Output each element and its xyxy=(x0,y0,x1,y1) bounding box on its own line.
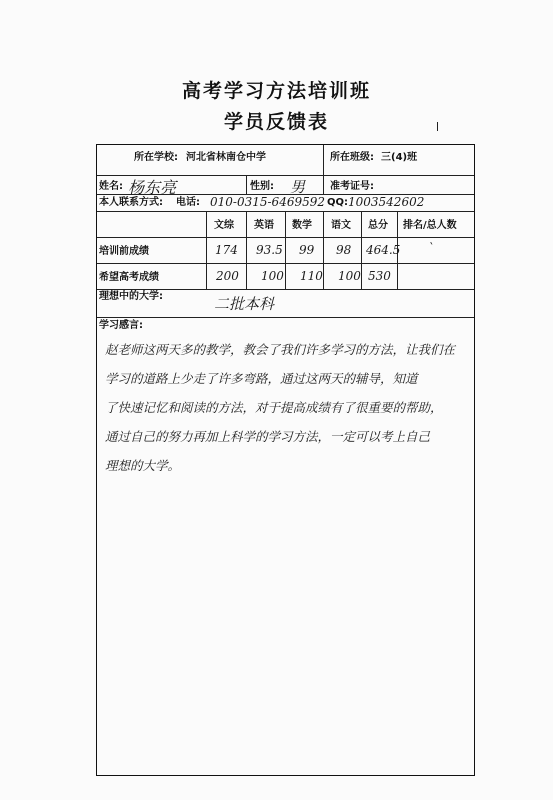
reflection-label: 学习感言: xyxy=(99,320,143,331)
col-divider xyxy=(285,211,286,289)
name-value: 杨东亮 xyxy=(128,178,177,197)
name-label: 姓名: xyxy=(99,181,123,192)
reflection-line: 理想的大学。 xyxy=(105,458,181,473)
col-divider xyxy=(323,145,324,175)
score-header: 数学 xyxy=(292,220,312,231)
gender-label: 性别: xyxy=(250,181,274,192)
form-title: 高考学习方法培训班 xyxy=(181,80,371,102)
score-header: 语文 xyxy=(331,220,351,231)
class-value: 三(4)班 xyxy=(381,152,418,163)
target-score-english: 100 xyxy=(261,269,284,283)
row-divider xyxy=(97,289,474,290)
pre-score-chinese: 98 xyxy=(336,243,352,257)
row-divider xyxy=(97,317,474,318)
score-header: 文综 xyxy=(214,220,234,231)
pre-score-rank: ` xyxy=(428,241,434,255)
target-score-label: 希望高考成绩 xyxy=(99,272,159,283)
phone-label: 电话: xyxy=(176,197,200,208)
score-header: 总分 xyxy=(368,220,388,231)
col-divider xyxy=(323,175,324,194)
target-score-total: 530 xyxy=(368,269,391,283)
school-value: 河北省林南仓中学 xyxy=(186,152,266,163)
qq-label: QQ: xyxy=(327,197,349,208)
target-score-chinese: 100 xyxy=(338,269,361,283)
col-divider xyxy=(323,211,324,289)
reflection-line: 了快速记忆和阅读的方法，对于提高成绩有了很重要的帮助， xyxy=(105,400,443,415)
ideal-university-value: 二批本科 xyxy=(214,295,275,313)
pre-score-english: 93.5 xyxy=(256,243,283,257)
school-label: 所在学校: xyxy=(134,152,178,163)
contact-label: 本人联系方式: xyxy=(99,197,163,208)
col-divider xyxy=(246,211,247,289)
score-header: 排名/总人数 xyxy=(403,220,457,231)
target-score-math: 110 xyxy=(300,269,323,283)
col-divider xyxy=(246,175,247,194)
qq-value: 1003542602 xyxy=(348,195,425,209)
pre-score-total: 464.5 xyxy=(366,243,401,257)
gender-value: 男 xyxy=(290,178,306,196)
reflection-line: 赵老师这两天多的教学，教会了我们许多学习的方法，让我们在 xyxy=(105,342,456,357)
reflection-line: 通过自己的努力再加上科学的学习方法，一定可以考上自己 xyxy=(105,429,431,444)
ideal-university-label: 理想中的大学: xyxy=(99,291,163,302)
phone-value: 010-0315-6469592 xyxy=(210,195,325,209)
class-label: 所在班级: xyxy=(330,152,374,163)
target-score-wenzong: 200 xyxy=(216,269,239,283)
form-subtitle: 学员反馈表 xyxy=(223,111,329,133)
exam-id-label: 准考证号: xyxy=(330,181,374,192)
pre-score-label: 培训前成绩 xyxy=(99,246,149,257)
col-divider xyxy=(206,211,207,289)
col-divider xyxy=(361,211,362,289)
score-header: 英语 xyxy=(254,220,274,231)
reflection-line: 学习的道路上少走了许多弯路，通过这两天的辅导，知道 xyxy=(105,371,418,386)
pre-score-math: 99 xyxy=(299,243,315,257)
stray-mark xyxy=(437,122,438,131)
pre-score-wenzong: 174 xyxy=(215,243,238,257)
